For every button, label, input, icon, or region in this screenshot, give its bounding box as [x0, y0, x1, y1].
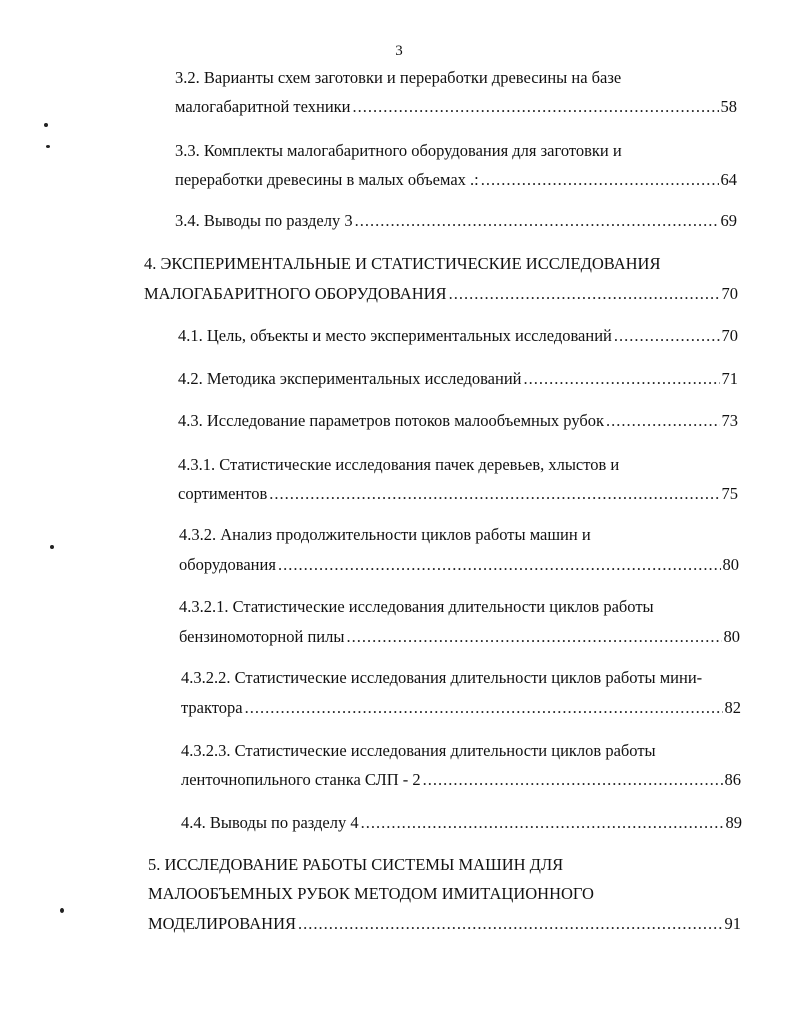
toc-entry-text: 4.3.2.3. Статистические исследования длительности циклов работы — [181, 741, 656, 760]
toc-page: 82 — [724, 698, 741, 717]
toc-page: 70 — [721, 326, 738, 345]
toc-page: 73 — [721, 411, 738, 430]
toc-page: 91 — [724, 914, 741, 933]
toc-page: 58 — [720, 97, 737, 116]
toc-page: 80 — [723, 627, 740, 646]
scan-speck — [60, 908, 64, 913]
dot-leader — [353, 97, 719, 117]
toc-entry-text: 5. ИССЛЕДОВАНИЕ РАБОТЫ СИСТЕМЫ МАШИН ДЛЯ — [148, 855, 564, 874]
dot-leader — [355, 211, 719, 231]
dot-leader — [423, 770, 723, 790]
dot-leader — [449, 284, 720, 304]
toc-entry-text: 4.3.2. Анализ продолжительности циклов работы машин и — [179, 525, 591, 544]
toc-page: 71 — [721, 369, 738, 388]
toc-entry-text: 4.3.2.1. Статистические исследования длительности циклов работы — [179, 597, 654, 616]
dot-leader — [346, 627, 721, 647]
toc-entry: малогабаритной техники ..... 58 — [175, 97, 737, 117]
toc-entry: сортиментов ..... 75 — [178, 484, 738, 504]
toc-entry: оборудования ..... 80 — [179, 555, 739, 575]
page-number: 3 — [395, 43, 403, 59]
dot-leader — [278, 555, 721, 575]
toc-entry: переработки древесины в малых объемах .: ..... 64 — [175, 170, 737, 190]
toc-page: 89 — [725, 813, 742, 832]
toc-page: 80 — [722, 555, 739, 574]
scan-speck — [50, 545, 54, 549]
toc-page: 69 — [720, 211, 737, 230]
toc-page: 70 — [721, 284, 738, 303]
toc-entry-text: 3.2. Варианты схем заготовки и переработки древесины на базе — [175, 68, 622, 87]
toc-entry-text: 4. ЭКСПЕРИМЕНТАЛЬНЫЕ И СТАТИСТИЧЕСКИЕ ИССЛЕДОВАНИЯ — [144, 254, 661, 273]
dot-leader — [614, 326, 720, 346]
toc-entry: 4.3. Исследование параметров потоков малообъемных рубок ..... 73 — [178, 411, 738, 431]
dot-leader — [361, 813, 724, 833]
toc-entry: 3.4. Выводы по разделу 3 ..... 69 — [175, 211, 737, 231]
toc-page: 64 — [720, 170, 737, 189]
toc-entry-text: 4.3.1. Статистические исследования пачек деревьев, хлыстов и — [178, 455, 620, 474]
scan-speck — [46, 145, 50, 148]
dot-leader — [298, 914, 722, 934]
dot-leader — [481, 170, 719, 190]
toc-entry-text: 4.3.2.2. Статистические исследования длительности циклов работы мини- — [181, 668, 703, 687]
toc-entry: 4.2. Методика экспериментальных исследований ..... 71 — [178, 369, 738, 389]
toc-entry: 4.4. Выводы по разделу 4 ..... 89 — [181, 813, 742, 833]
dot-leader — [245, 698, 723, 718]
dot-leader — [523, 369, 719, 389]
toc-entry: МАЛОГАБАРИТНОГО ОБОРУДОВАНИЯ ..... 70 — [144, 284, 738, 304]
toc-page: 86 — [724, 770, 741, 789]
toc-entry: 4.1. Цель, объекты и место экспериментальных исследований ..... 70 — [178, 326, 738, 346]
toc-entry: бензиномоторной пилы ..... 80 — [179, 627, 740, 647]
toc-entry-text: 3.3. Комплекты малогабаритного оборудования для заготовки и — [175, 141, 622, 160]
dot-leader — [269, 484, 719, 504]
toc-entry-text: МАЛООБЪЕМНЫХ РУБОК МЕТОДОМ ИМИТАЦИОННОГО — [148, 884, 594, 903]
toc-page: 75 — [721, 484, 738, 503]
toc-entry: ленточнопильного станка СЛП - 2 ..... 86 — [181, 770, 741, 790]
dot-leader — [606, 411, 719, 431]
scan-speck — [44, 123, 48, 127]
toc-entry: МОДЕЛИРОВАНИЯ ..... 91 — [148, 914, 741, 934]
toc-entry: трактора ..... 82 — [181, 698, 741, 718]
